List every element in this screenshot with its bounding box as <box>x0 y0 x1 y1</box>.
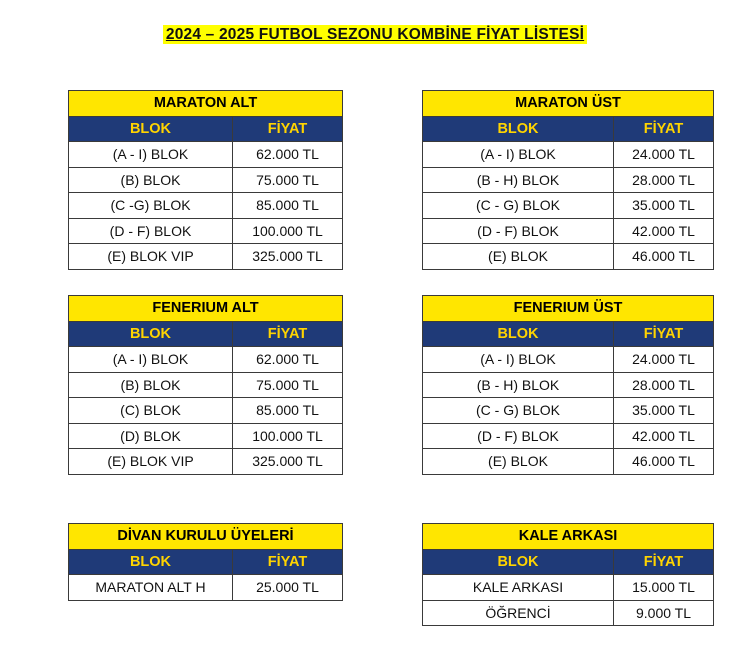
column-header-fiyat: FİYAT <box>614 321 714 347</box>
column-header-fiyat: FİYAT <box>233 116 343 142</box>
blok-cell: (B) BLOK <box>69 167 233 193</box>
table-title: KALE ARKASI <box>423 524 714 550</box>
fiyat-cell: 75.000 TL <box>233 372 343 398</box>
fiyat-cell: 28.000 TL <box>614 167 714 193</box>
blok-cell: (D - F) BLOK <box>423 218 614 244</box>
table-row <box>423 600 714 626</box>
fiyat-cell: 100.000 TL <box>233 423 343 449</box>
blok-cell: (E) BLOK VIP <box>69 449 233 475</box>
blok-cell: ÖĞRENCİ <box>423 600 614 626</box>
fiyat-cell: 25.000 TL <box>233 575 343 601</box>
blok-cell: (E) BLOK VIP <box>69 244 233 270</box>
table-row <box>69 167 343 193</box>
fiyat-cell: 100.000 TL <box>233 218 343 244</box>
fiyat-cell: 325.000 TL <box>233 244 343 270</box>
table-row <box>423 575 714 601</box>
fiyat-cell: 62.000 TL <box>233 347 343 373</box>
fiyat-cell: 325.000 TL <box>233 449 343 475</box>
table-row <box>423 423 714 449</box>
blok-cell: MARATON ALT H <box>69 575 233 601</box>
column-header-blok: BLOK <box>423 116 614 142</box>
table-maraton-ust <box>422 90 714 270</box>
table-row <box>69 244 343 270</box>
table-row <box>423 244 714 270</box>
blok-cell: (D - F) BLOK <box>69 218 233 244</box>
fiyat-cell: 46.000 TL <box>614 449 714 475</box>
table-row <box>69 423 343 449</box>
table-title: MARATON ÜST <box>423 91 714 117</box>
table-row <box>423 398 714 424</box>
table-row <box>423 167 714 193</box>
column-header-fiyat: FİYAT <box>233 321 343 347</box>
table-title: MARATON ALT <box>69 91 343 117</box>
blok-cell: (E) BLOK <box>423 244 614 270</box>
fiyat-cell: 35.000 TL <box>614 193 714 219</box>
blok-cell: (C -G) BLOK <box>69 193 233 219</box>
blok-cell: (C - G) BLOK <box>423 193 614 219</box>
column-header-fiyat: FİYAT <box>614 549 714 575</box>
table-fenerium-alt <box>68 295 343 475</box>
blok-cell: (A - I) BLOK <box>69 142 233 168</box>
fiyat-cell: 75.000 TL <box>233 167 343 193</box>
blok-cell: (A - I) BLOK <box>423 347 614 373</box>
table-row <box>69 449 343 475</box>
fiyat-cell: 85.000 TL <box>233 398 343 424</box>
table-title: FENERIUM ALT <box>69 296 343 322</box>
table-row <box>423 347 714 373</box>
blok-cell: (B - H) BLOK <box>423 167 614 193</box>
blok-cell: (B - H) BLOK <box>423 372 614 398</box>
blok-cell: KALE ARKASI <box>423 575 614 601</box>
column-header-blok: BLOK <box>69 321 233 347</box>
column-header-blok: BLOK <box>423 549 614 575</box>
blok-cell: (B) BLOK <box>69 372 233 398</box>
fiyat-cell: 35.000 TL <box>614 398 714 424</box>
blok-cell: (C - G) BLOK <box>423 398 614 424</box>
table-row <box>423 193 714 219</box>
fiyat-cell: 62.000 TL <box>233 142 343 168</box>
column-header-blok: BLOK <box>69 116 233 142</box>
table-row <box>423 449 714 475</box>
table-row <box>69 193 343 219</box>
fiyat-cell: 15.000 TL <box>614 575 714 601</box>
fiyat-cell: 42.000 TL <box>614 218 714 244</box>
column-header-blok: BLOK <box>423 321 614 347</box>
table-row <box>69 218 343 244</box>
page-title <box>0 26 750 44</box>
fiyat-cell: 9.000 TL <box>614 600 714 626</box>
table-fenerium-ust <box>422 295 714 475</box>
table-maraton-alt <box>68 90 343 270</box>
fiyat-cell: 24.000 TL <box>614 142 714 168</box>
column-header-fiyat: FİYAT <box>233 549 343 575</box>
table-row <box>423 142 714 168</box>
blok-cell: (E) BLOK <box>423 449 614 475</box>
fiyat-cell: 24.000 TL <box>614 347 714 373</box>
page-title-text: 2024 – 2025 FUTBOL SEZONU KOMBİNE FİYAT LİSTESİ <box>163 25 587 44</box>
blok-cell: (A - I) BLOK <box>423 142 614 168</box>
table-row <box>69 372 343 398</box>
blok-cell: (A - I) BLOK <box>69 347 233 373</box>
table-title: FENERIUM ÜST <box>423 296 714 322</box>
fiyat-cell: 85.000 TL <box>233 193 343 219</box>
table-row <box>69 575 343 601</box>
fiyat-cell: 46.000 TL <box>614 244 714 270</box>
column-header-blok: BLOK <box>69 549 233 575</box>
blok-cell: (C) BLOK <box>69 398 233 424</box>
column-header-fiyat: FİYAT <box>614 116 714 142</box>
fiyat-cell: 42.000 TL <box>614 423 714 449</box>
table-row <box>69 347 343 373</box>
table-row <box>69 142 343 168</box>
blok-cell: (D) BLOK <box>69 423 233 449</box>
table-title: DİVAN KURULU ÜYELERİ <box>69 524 343 550</box>
table-row <box>423 218 714 244</box>
fiyat-cell: 28.000 TL <box>614 372 714 398</box>
table-row <box>423 372 714 398</box>
table-divan-kurulu <box>68 523 343 601</box>
table-row <box>69 398 343 424</box>
blok-cell: (D - F) BLOK <box>423 423 614 449</box>
table-kale-arkasi <box>422 523 714 626</box>
